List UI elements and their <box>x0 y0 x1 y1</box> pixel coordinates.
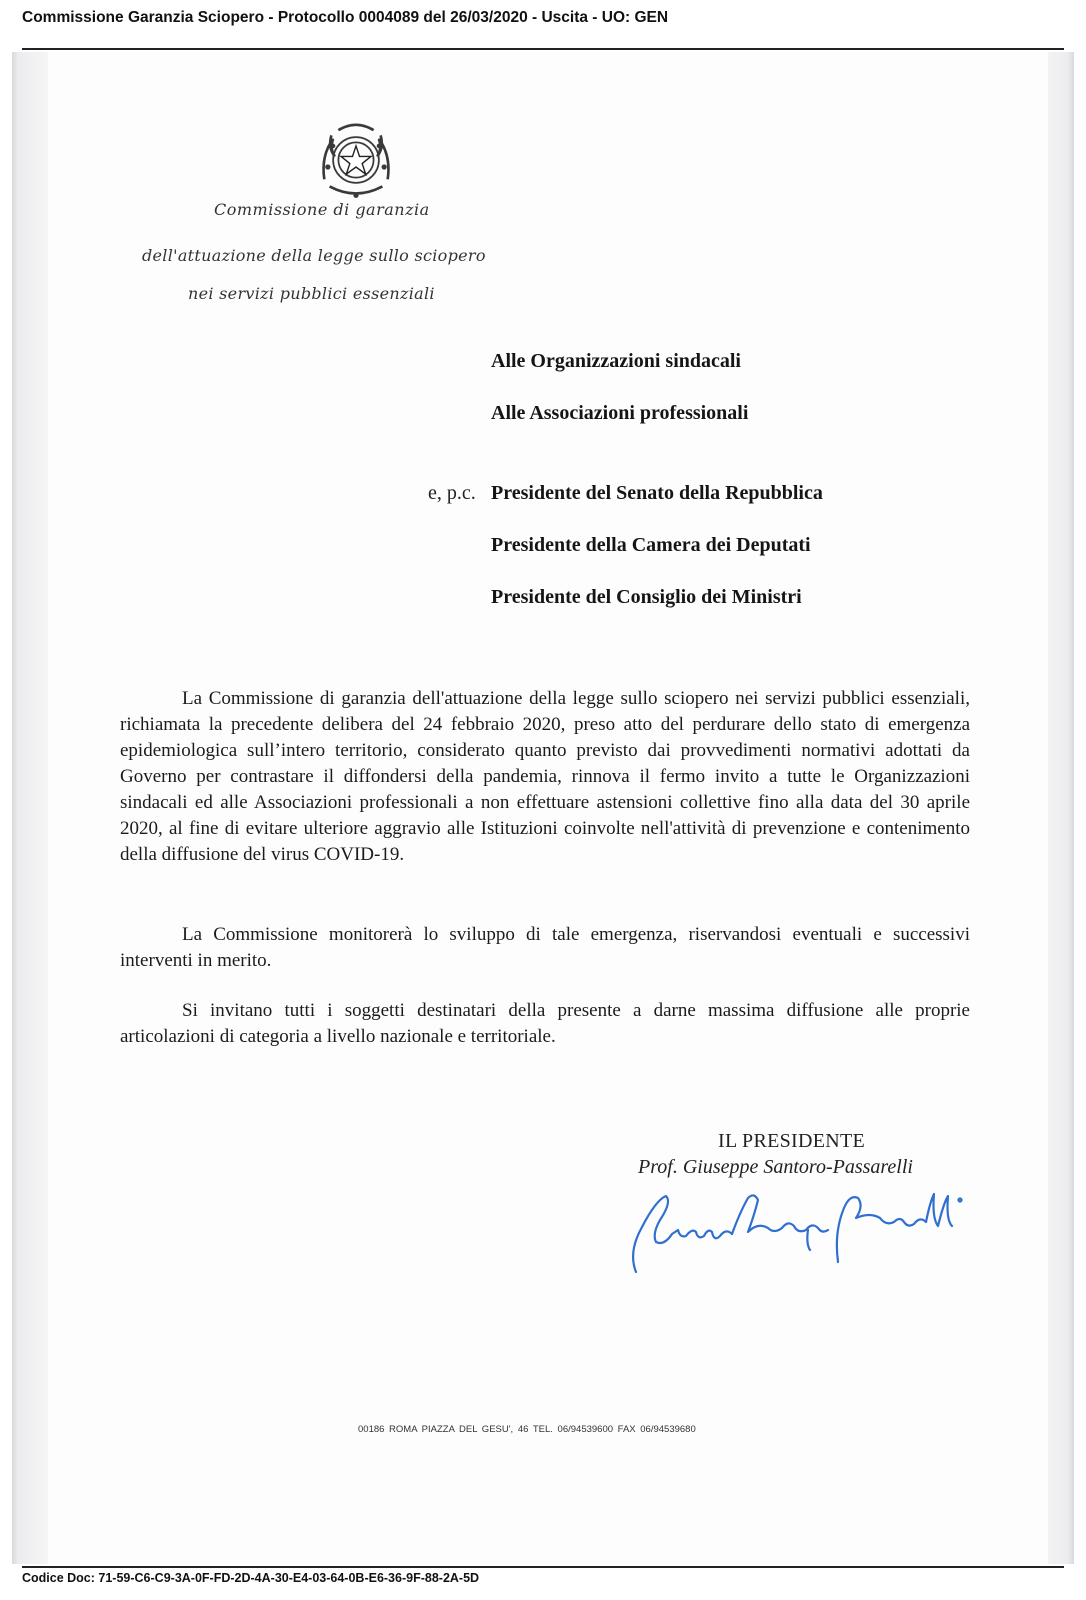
protocol-header-bar <box>0 0 1086 50</box>
body-paragraph-3 <box>120 998 970 1050</box>
cc-senate-president: Presidente del Senato della Repubblica <box>491 482 823 504</box>
footer-address: 00186 ROMA PIAZZA DEL GESU', 46 TEL. 06/94539600 FAX 06/94539680 <box>358 1424 696 1435</box>
recipient-unions: Alle Organizzazioni sindacali <box>491 350 741 372</box>
signature-title: IL PRESIDENTE <box>718 1130 866 1152</box>
paragraph-text: La Commissione di garanzia dell'attuazione della legge sullo sciopero nei servizi pubblici essenziali, richiamata la precedente delibera del 24 febbraio 2020, preso atto del perdurare dello stato di emergenza epidemiologica sull’intero territorio, considerato quanto previsto dai provvedimenti normativi adottati da Governo per contrastare il diffondersi della pandemia, rinnova il fermo invito a tutte le Organizzazioni sindacali ed alle Associazioni professionali a non effettuare astensioni collettive fino alla data del 30 aprile 2020, al fine di evitare ulteriore aggravio alle Istituzioni coinvolte nell'attività di prevenzione e contenimento della diffusione del virus COVID-19. <box>120 688 970 865</box>
footer-divider <box>22 1566 1064 1568</box>
handwritten-signature <box>608 1172 968 1282</box>
cc-council-president: Presidente del Consiglio dei Ministri <box>491 586 802 608</box>
cc-prefix: e, p.c. <box>428 482 476 504</box>
letterhead-line-2: dell'attuazione della legge sullo sciopero <box>142 246 486 265</box>
italian-republic-emblem-icon <box>312 116 400 204</box>
header-divider <box>22 48 1064 50</box>
letter-page <box>48 52 1048 1564</box>
protocol-header: Commissione Garanzia Sciopero - Protocollo 0004089 del 26/03/2020 - Uscita - UO: GEN <box>22 9 669 26</box>
body-paragraph-1 <box>120 686 970 868</box>
letterhead-line-3: nei servizi pubblici essenziali <box>188 284 435 303</box>
paragraph-text: Si invitano tutti i soggetti destinatari della presente a darne massima diffusione alle proprie articolazioni di categoria a livello nazionale e territoriale. <box>120 1000 970 1047</box>
cc-chamber-president: Presidente della Camera dei Deputati <box>491 534 811 556</box>
scanned-letter <box>12 52 1074 1564</box>
recipient-professional-associations: Alle Associazioni professionali <box>491 402 749 424</box>
body-paragraph-2 <box>120 922 970 974</box>
signatory-name: Prof. Giuseppe Santoro-Passarelli <box>638 1156 913 1178</box>
letterhead-line-1: Commissione di garanzia <box>214 200 430 219</box>
document-code: Codice Doc: 71-59-C6-C9-3A-0F-FD-2D-4A-30-E4-03-64-0B-E6-36-9F-88-2A-5D <box>22 1571 480 1585</box>
paragraph-text: La Commissione monitorerà lo sviluppo di tale emergenza, riservandosi eventuali e successivi interventi in merito. <box>120 924 970 971</box>
